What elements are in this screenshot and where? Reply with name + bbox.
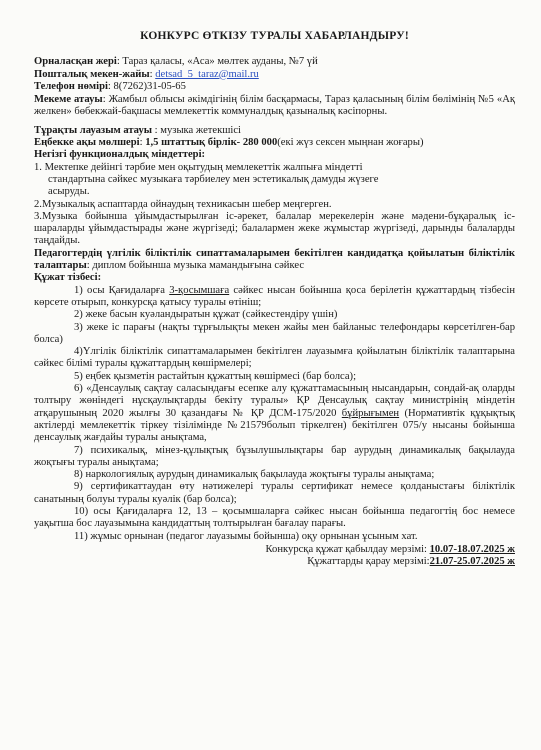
doc-item: 8) наркологиялық аурудың динамикалық бақылауда жоқтығы туралы анықтама; [74,469,435,481]
position-label: Тұрақты лауазым атауы [34,124,153,136]
requirements-value: : диплом бойынша музыка мамандығына сәйкес [86,260,305,272]
doc-item: 9) сертификаттаудан өту нәтижелері туралы сертификат немесе қолданыстағы біліктілік санатының болуы туралы куәлік (бар болса); [34,481,515,505]
requirements-line [34,248,515,273]
location-line [34,56,515,68]
document-title: КОНКУРС ӨТКІЗУ ТУРАЛЫ ХАБАРЛАНДЫРУ! [140,30,409,42]
doc1-post: сәйкес нысан бойынша қоса берілетін құжаттардың тізбесін көрсете отырып, конкурсқа қатысу туралы өтініш; [34,284,516,308]
email-label: Пошталық мекен-жайы [34,68,150,80]
deadline-submission-dates: 10.07-18.07.2025 ж [429,543,515,555]
deadline-review [34,556,515,568]
doc-item: 7) психикалық, мінез-құлықтық бұзылушылықтары бар аурудың динамикалық бақылауда жоқтығы туралы анықтама; [34,444,515,468]
location-label: Орналасқан жері [34,56,117,68]
doc-item: 10) осы Қағидаларға 12, 13 – қосымшаларға сәйкес нысан бойынша педагогтің бос немесе уақытша бос лауазымына кандидаттың толтырылған бағалау парағы. [34,505,515,530]
position-line [34,125,515,137]
duty-item: стандартына сәйкес музыкаға тәрбиелеу мен эстетикалық дамуды жүзеге [48,173,379,185]
doc-item: 5) еңбек қызметін растайтын құжаттың көшірмесі (бар болса); [74,370,357,382]
requirements-label: Педагогтердің үлгілік біліктілік сипаттамаларымен бекітілген кандидатқа қойылатын біліктілік талаптары [34,247,515,272]
location-value: : Тараз қаласы, «Аса» мөлтек ауданы, №7 үй [116,56,318,68]
phone-line [34,81,515,93]
deadline-review-dates: 21.07-25.07.2025 ж [429,556,515,568]
doc6-link[interactable]: бұйрығымен [341,407,400,419]
doc1-pre: 1) осы Қағидаларға [74,284,170,296]
doc6-post: (Нормативтік құқықтық актілерді мемлекеттік тіркеу тізілімінде №21579болып тіркелген) бекітілген 075/у нысаны бойынша денсаулық жағдайы туралы анықтама, [34,407,515,444]
deadline-submission [34,544,515,556]
duties-heading: Негізгі функционалдық міндеттері: [34,149,206,161]
phone-value: : 8(7262)31-05-65 [107,80,186,92]
deadline-submission-label: Конкурсқа құжат қабылдау мерзімі: [265,543,430,555]
doc-item: 11) жұмыс орнынан (педагог лауазымы бойынша) оқу орнынан ұсыным хат. [74,530,418,542]
salary-sep: : [139,137,146,149]
doc-item [34,285,515,310]
doc-item: 2) жеке басын куәландыратын құжат (сәйкестендіру үшін) [74,309,338,321]
duty-item: 3.Музыка бойынша ұйымдастырылған іс-әрекет, балалар мерекелерін және мәдени-бұқаралық іс-шараларды ұйымдастырады және жүргізеді; балалармен жеке жұмыстар жүргізеді, дарынды балаларды таңдайды. [34,210,515,247]
doc-item: 3) жеке іс парағы (нақты тұрғылықты мекен жайы мен байланыс телефондары көрсетілген-бар болса) [34,321,515,345]
position-value: : музыка жетекшісі [152,124,242,136]
org-line [34,94,515,119]
salary-amount: 1,5 штаттық бірлік- 280 000 [145,137,278,149]
salary-words: (екі жүз сексен мыңнан жоғары) [277,137,424,149]
doc1-link[interactable]: 3-қосымшаға [169,284,230,296]
email-line [34,69,515,81]
phone-label: Телефон нөмірі [34,80,108,92]
docs-heading: Құжат тізбесі: [34,272,102,284]
salary-label: Еңбекке ақы мөлшері [34,137,140,149]
doc-item [34,383,515,444]
email-sep: : [149,68,156,80]
org-label: Мекеме атауы [34,94,103,106]
duty-item: 2.Музыкалық аспаптарда ойнаудың техникасын шебер меңгерген. [34,198,332,210]
duty-item: 1. Мектепке дейінгі тәрбие мен оқытудың мемлекеттік жалпыға міндетті [34,161,363,173]
doc6-pre: 6) «Денсаулық сақтау саласындағы есепке алу құжаттамасының нысандарын, сондай-ақ оларды толтыру жөніндегі нұсқаулықтарды бекіту туралы» ҚР Денсаулық сақтау министрінің міндетін атқарушының 2020 жылғы 30 қазандағы № ҚР ДСМ-175/2020 [34,383,515,419]
salary-line [34,137,515,149]
deadline-review-label: Құжаттарды қарау мерзімі: [307,556,430,568]
duty-item: асыруды. [48,186,90,198]
email-link[interactable]: detsad_5_taraz@mail.ru [155,68,259,80]
doc-item: 4)Үлгілік біліктілік сипаттамаларымен бекітілген лауазымға қойылатын біліктілік талаптарына сәйкес білімі туралы құжаттардың көшірмелері; [34,346,515,370]
org-value: : Жамбыл облысы әкімдігінің білім басқармасы, Тараз қаласының білім бөлімінің №5 «Ақ желкен» бөбекжай-бақшасы мемлекеттік коммуналдық қазыналық кәсіпорны. [34,94,515,118]
